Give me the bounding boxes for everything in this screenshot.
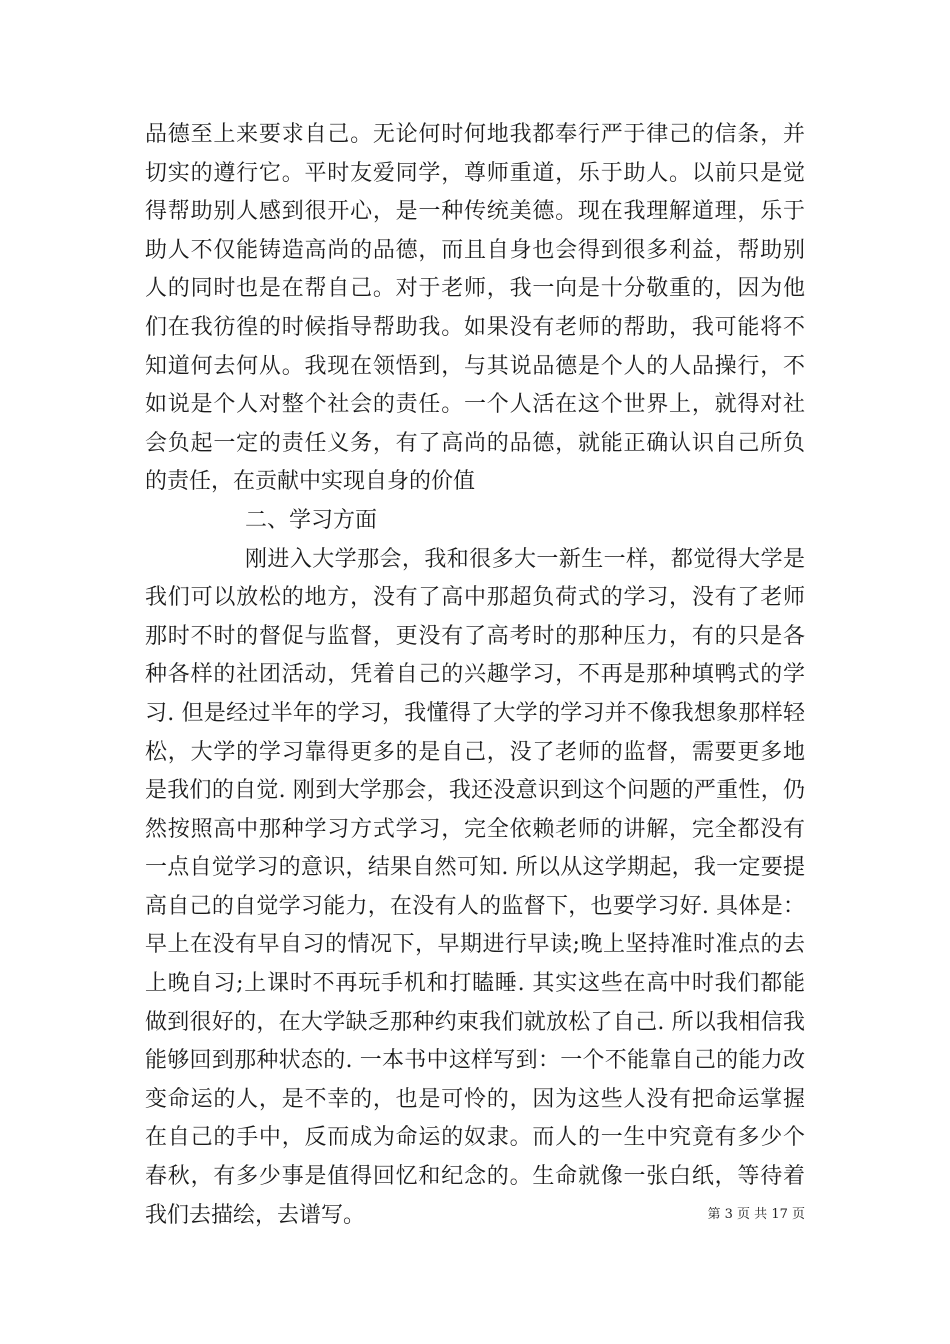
text-line: 一点自觉学习的意识，结果自然可知. 所以从这学期起，我一定要提 — [145, 855, 805, 881]
text-line: 人的同时也是在帮自己。对于老师，我一向是十分敬重的，因为他 — [145, 276, 805, 302]
text-line: 高自己的自觉学习能力，在没有人的监督下，也要学习好. 具体是： — [145, 893, 805, 919]
paragraph-conduct — [145, 116, 805, 502]
text-line: 春秋，有多少事是值得回忆和纪念的。生命就像一张白纸，等待着 — [145, 1164, 805, 1190]
text-line: 早上在没有早自习的情况下，早期进行早读;晚上坚持准时准点的去 — [145, 932, 805, 958]
text-line: 助人不仅能铸造高尚的品德，而且自身也会得到很多利益，帮助别 — [145, 237, 805, 263]
text-line: 上晚自习;上课时不再玩手机和打瞌睡. 其实这些在高中时我们都能 — [145, 971, 805, 997]
paragraph-study — [145, 541, 805, 1236]
section-heading: 二、学习方面 — [245, 507, 378, 533]
text-line: 那时不时的督促与监督，更没有了高考时的那种压力，有的只是各 — [145, 623, 805, 649]
text-line: 做到很好的，在大学缺乏那种约束我们就放松了自己. 所以我相信我 — [145, 1009, 805, 1035]
text-line: 然按照高中那种学习方式学习，完全依赖老师的讲解，完全都没有 — [145, 816, 805, 842]
text-line: 习. 但是经过半年的学习，我懂得了大学的学习并不像我想象那样轻 — [145, 700, 805, 726]
text-line: 变命运的人，是不幸的，也是可怜的，因为这些人没有把命运掌握 — [145, 1086, 805, 1112]
text-line: 松，大学的学习靠得更多的是自己，没了老师的监督，需要更多地 — [145, 739, 805, 765]
text-line: 会负起一定的责任义务，有了高尚的品德，就能正确认识自己所负 — [145, 430, 805, 456]
page-number: 第 3 页 共 17 页 — [707, 1207, 805, 1222]
text-line: 得帮助别人感到很开心，是一种传统美德。现在我理解道理，乐于 — [145, 199, 805, 225]
text-line: 种各样的社团活动，凭着自己的兴趣学习，不再是那种填鸭式的学 — [145, 662, 805, 688]
text-line: 品德至上来要求自己。无论何时何地我都奉行严于律己的信条，并 — [145, 122, 805, 147]
text-line: 知道何去何从。我现在领悟到，与其说品德是个人的人品操行，不 — [145, 353, 805, 379]
text-line: 的责任，在贡献中实现自身的价值 — [145, 469, 476, 495]
text-line: 我们去描绘，去谱写。 — [145, 1202, 366, 1228]
text-line: 能够回到那种状态的. 一本书中这样写到：一个不能靠自己的能力改 — [145, 1048, 805, 1074]
text-line: 是我们的自觉. 刚到大学那会，我还没意识到这个问题的严重性，仍 — [145, 778, 805, 804]
body-text — [145, 116, 805, 1235]
text-line: 我们可以放松的地方，没有了高中那超负荷式的学习，没有了老师 — [145, 585, 805, 611]
text-line: 如说是个人对整个社会的责任。一个人活在这个世界上，就得对社 — [145, 392, 805, 418]
text-line: 们在我彷徨的时候指导帮助我。如果没有老师的帮助，我可能将不 — [145, 314, 805, 340]
text-line: 在自己的手中，反而成为命运的奴隶。而人的一生中究竟有多少个 — [145, 1125, 805, 1151]
text-line: 刚进入大学那会，我和很多大一新生一样，都觉得大学是 — [245, 546, 805, 572]
text-line: 切实的遵行它。平时友爱同学，尊师重道，乐于助人。以前只是觉 — [145, 160, 805, 186]
